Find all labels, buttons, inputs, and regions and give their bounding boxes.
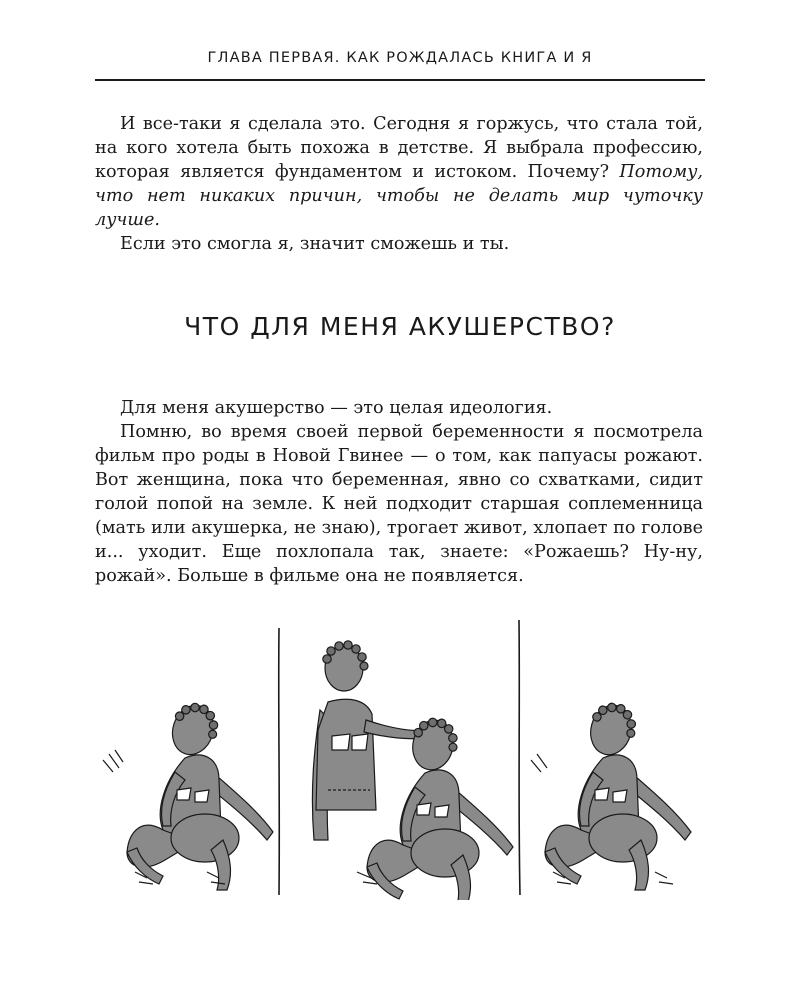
intro-paragraph-1-italic: Потому, что нет никаких причин, чтобы не делать мир чуточку лучше. <box>95 162 703 230</box>
panel-divider-left <box>279 628 280 895</box>
intro-paragraph-1-text: И все-таки я сделала это. Сегодня я горжусь, что стала той, на кого хотела быть похожа в детстве. Я выбрала профессию, которая является фундаментом и истоком. Почему? <box>95 114 703 182</box>
birth-illustration <box>95 610 715 900</box>
intro-text <box>95 112 703 256</box>
body-paragraph-1: Для меня акушерство — это целая идеология. <box>120 398 553 418</box>
intro-paragraph-1 <box>95 112 703 232</box>
panel-divider-right <box>519 620 520 895</box>
header-rule <box>95 79 705 81</box>
intro-paragraph-2: Если это смогла я, значит сможешь и ты. <box>120 234 510 254</box>
figure-woman-panel-3 <box>545 698 691 890</box>
running-head: ГЛАВА ПЕРВАЯ. КАК РОЖДАЛАСЬ КНИГА И Я <box>207 50 593 66</box>
body-paragraph-2: Помню, во время своей первой беременности я посмотрела фильм про роды в Новой Гвинее — о том, как папуасы рожают. Вот женщина, пока что беременная, явно со схватками, сидит голой попой на земле. К ней подходит старшая соплеменница (мать или акушерка, не знаю), трогает живот, хлопает по голове и... уходит. Еще похлопала так, знаете: «Рожаешь? Ну-ну, рожай». Больше в фильме она не появляется. <box>95 422 703 586</box>
section-title: ЧТО ДЛЯ МЕНЯ АКУШЕРСТВО? <box>184 312 616 341</box>
figure-woman-panel-1 <box>127 698 273 890</box>
body-text <box>95 396 703 588</box>
figure-woman-panel-2 <box>367 714 513 900</box>
